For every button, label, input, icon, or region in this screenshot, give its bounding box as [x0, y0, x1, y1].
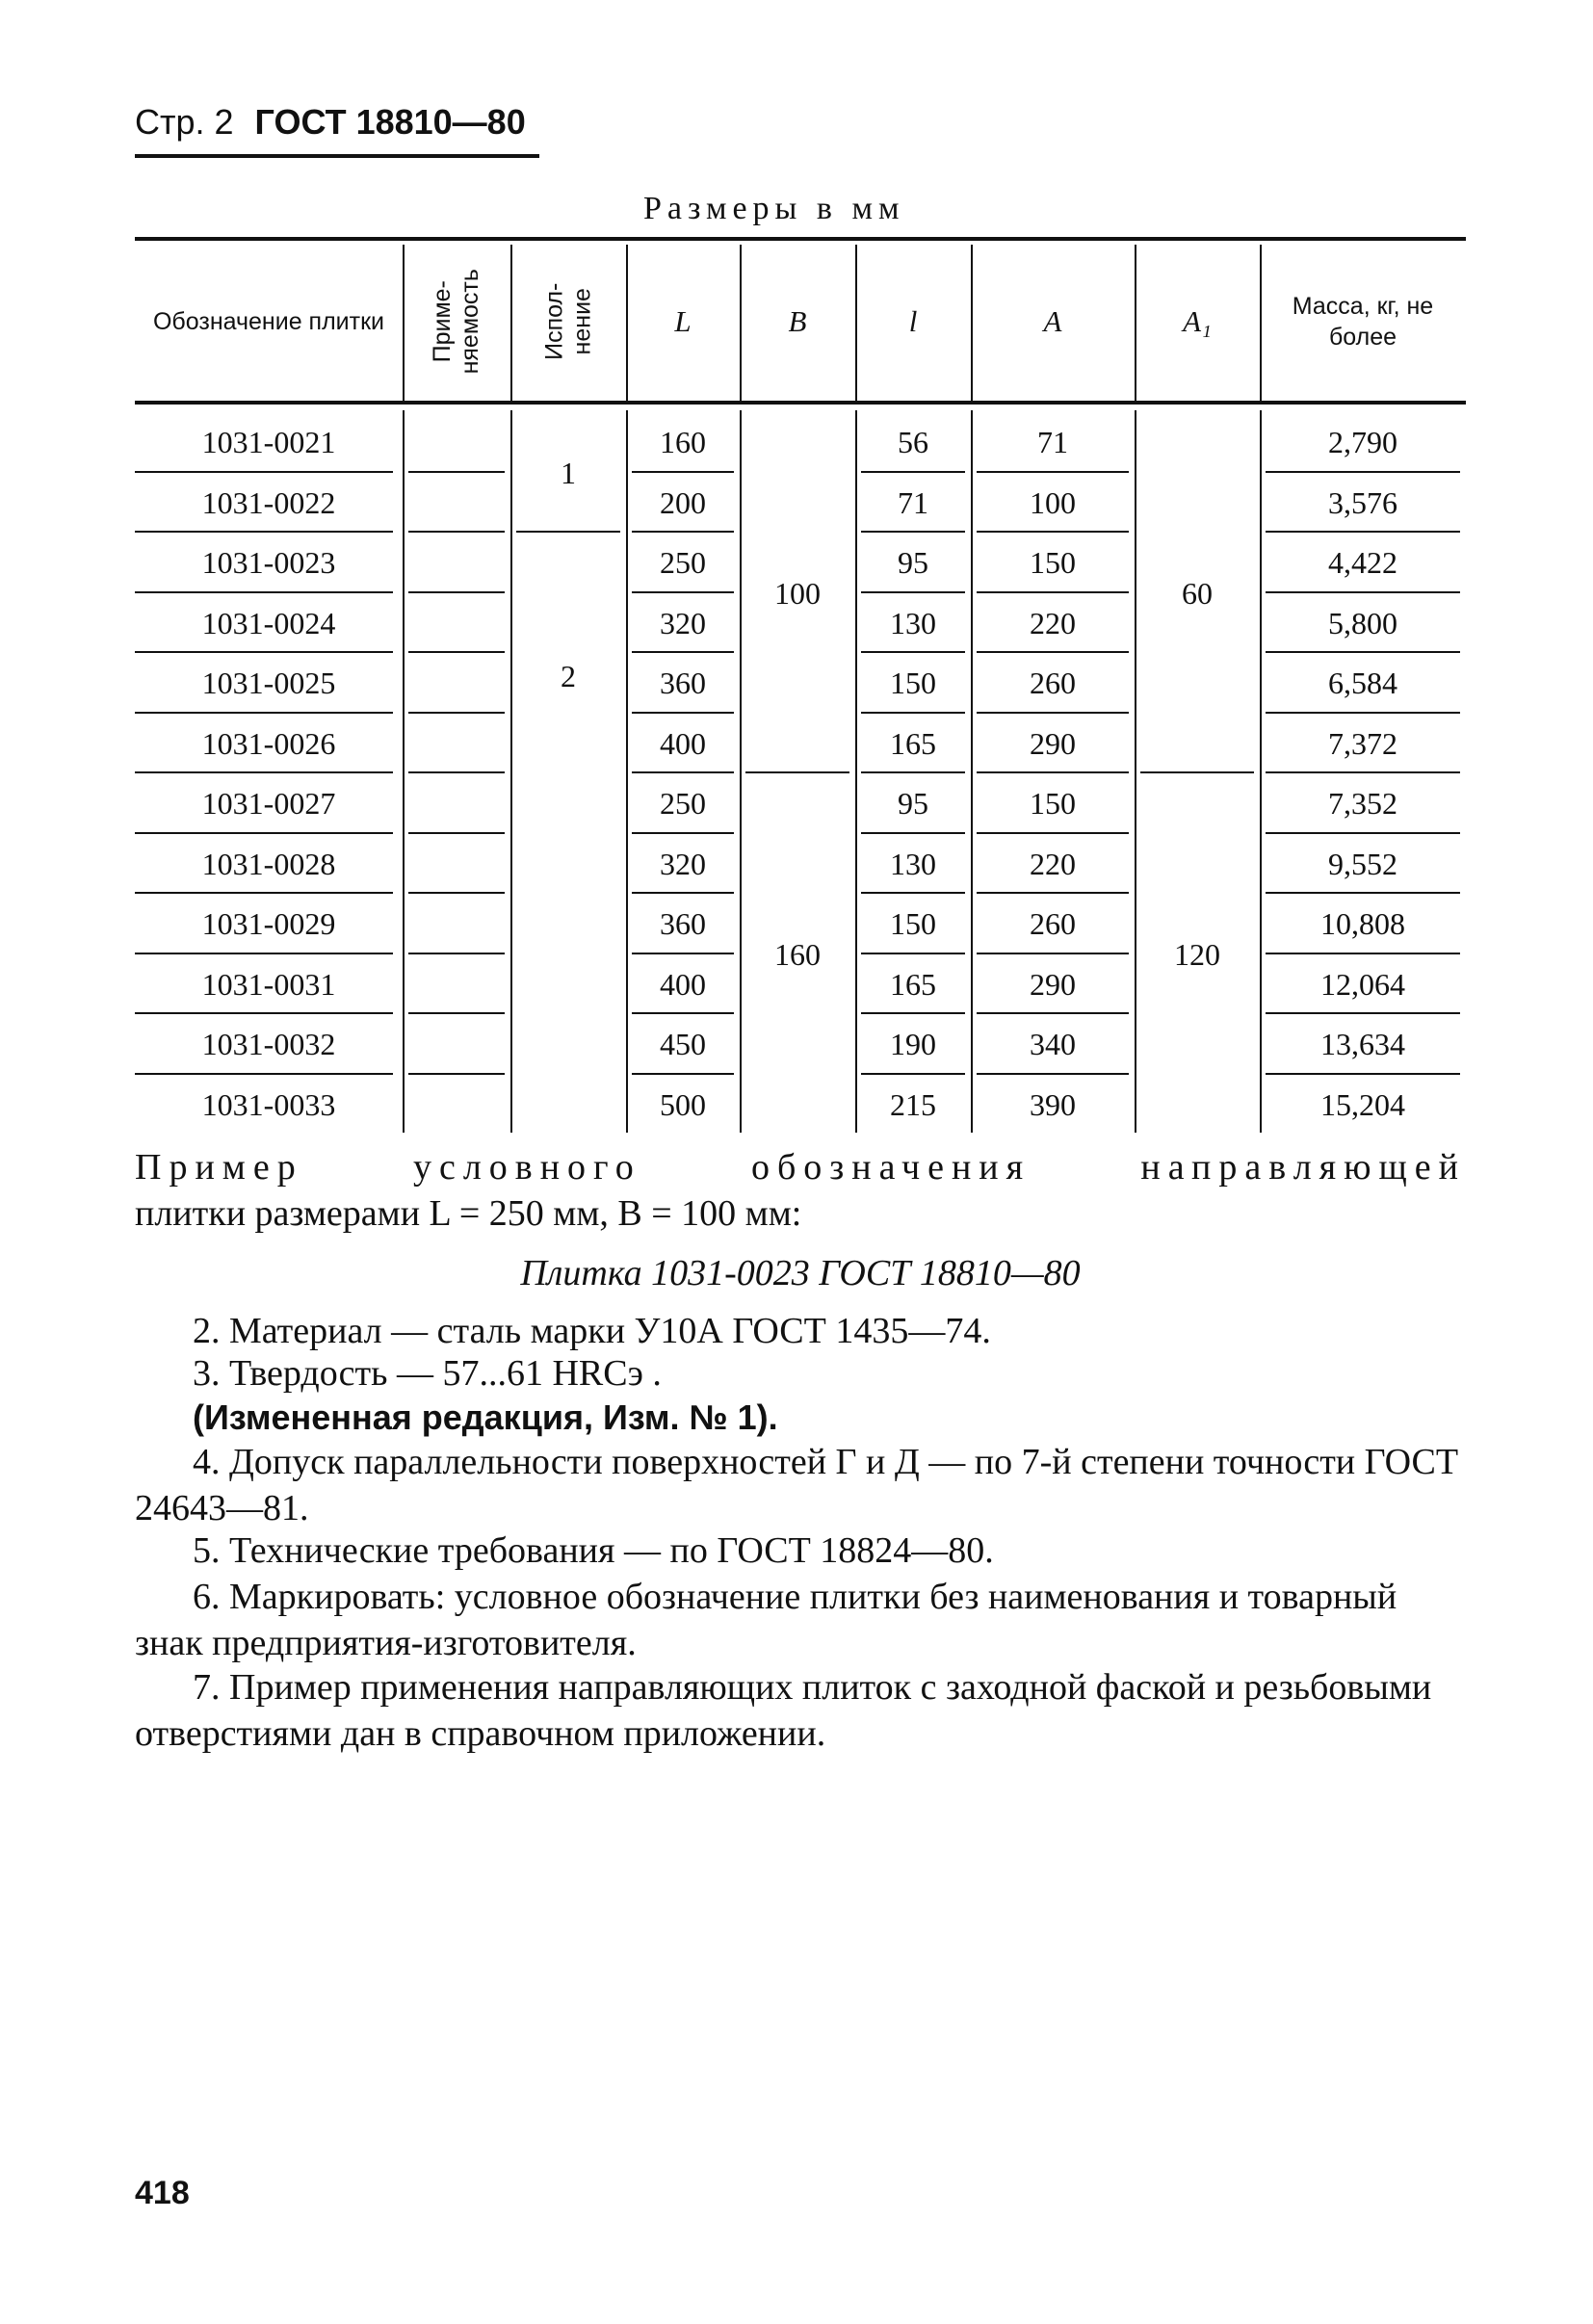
row-underline: [1266, 892, 1460, 894]
row-underline: [977, 892, 1129, 894]
row-underline: [135, 892, 393, 894]
cell-A: 220: [1030, 846, 1076, 881]
row-underline: [135, 591, 393, 593]
cell-L: 400: [660, 725, 706, 761]
cell-L: 360: [660, 666, 706, 701]
cell-designation: 1031-0031: [201, 966, 336, 1002]
amendment-note: (Измененная редакция, Изм. № 1).: [193, 1397, 778, 1437]
body-column-divider: [855, 410, 857, 1133]
row-underline: [1266, 471, 1460, 473]
cell-L: 450: [660, 1027, 706, 1062]
body-column-divider: [740, 410, 742, 1133]
cell-l: 56: [898, 425, 928, 460]
row-underline: [408, 892, 505, 894]
item-6: 6. Маркировать: условное обозначение плитки без наименования и товарный знак предприятия-изготовителя.: [135, 1577, 1397, 1663]
cell-A: 290: [1030, 966, 1076, 1002]
cell-mass: 10,808: [1320, 906, 1405, 942]
item-4: 4. Допуск параллельности поверхностей Г и Д — по 7-й степени точности ГОСТ 24643—81.: [135, 1442, 1459, 1528]
cell-designation: 1031-0021: [201, 425, 336, 460]
header-column-divider: [510, 245, 512, 401]
header-column-divider: [971, 245, 973, 401]
row-underline: [632, 651, 734, 653]
cell-mass: 12,064: [1320, 966, 1405, 1002]
cell-version-group: 1: [561, 455, 576, 490]
cell-designation: 1031-0032: [201, 1027, 336, 1062]
dimensions-table: [135, 237, 1466, 1133]
header-column-divider: [740, 245, 742, 401]
cell-L: 360: [660, 906, 706, 942]
item-2: 2. Материал — сталь марки У10А ГОСТ 1435—74.: [193, 1311, 991, 1351]
col-header-applicability-text: Приме- няемость: [429, 269, 484, 375]
cell-L: 400: [660, 966, 706, 1002]
cell-l: 190: [890, 1027, 936, 1062]
cell-A: 390: [1030, 1086, 1076, 1122]
cell-A: 290: [1030, 725, 1076, 761]
example-intro-line1: Пример условного обозначения направляющей: [135, 1147, 1466, 1188]
row-underline: [632, 471, 734, 473]
row-underline: [977, 471, 1129, 473]
row-underline: [1266, 832, 1460, 834]
row-underline: [632, 892, 734, 894]
cell-A: 71: [1037, 425, 1068, 460]
body-column-divider: [1135, 410, 1136, 1133]
standard-number: ГОСТ 18810—80: [254, 102, 526, 142]
row-underline: [861, 531, 965, 533]
cell-designation: 1031-0022: [201, 484, 336, 520]
row-underline: [861, 953, 965, 954]
cell-designation: 1031-0026: [201, 725, 336, 761]
row-underline: [135, 471, 393, 473]
cell-mass: 13,634: [1320, 1027, 1405, 1062]
cell-designation: 1031-0024: [201, 605, 336, 640]
cell-designation: 1031-0025: [201, 666, 336, 701]
row-underline: [1266, 591, 1460, 593]
header-rule: [135, 154, 539, 158]
row-underline: [408, 471, 505, 473]
row-underline: [408, 531, 505, 533]
row-underline: [977, 1012, 1129, 1014]
cell-B-group: 160: [774, 936, 821, 972]
col-header-mass: Масса, кг, не более: [1292, 292, 1434, 351]
A1-group-rule: [1140, 771, 1254, 773]
cell-l: 130: [890, 605, 936, 640]
body-column-divider: [626, 410, 628, 1133]
table-top-rule: [135, 237, 1466, 241]
col-header-version-text: Испол- нение: [540, 282, 595, 361]
cell-l: 71: [898, 484, 928, 520]
row-underline: [632, 531, 734, 533]
B-group-rule: [745, 771, 849, 773]
row-underline: [977, 953, 1129, 954]
units-caption: Размеры в мм: [643, 191, 905, 226]
row-underline: [977, 832, 1129, 834]
header-bottom-rule: [135, 401, 1466, 405]
row-underline: [632, 1073, 734, 1075]
cell-A1-group: 60: [1182, 575, 1213, 611]
row-underline: [1266, 1073, 1460, 1075]
col-header-version: [514, 247, 622, 397]
row-underline: [861, 832, 965, 834]
cell-A: 340: [1030, 1027, 1076, 1062]
row-underline: [977, 651, 1129, 653]
row-underline: [408, 771, 505, 773]
cell-B-group: 100: [774, 575, 821, 611]
item-7: 7. Пример применения направляющих плиток с заходной фаской и резьбовыми отверстиями дан в справочном приложении.: [135, 1667, 1432, 1754]
header-column-divider: [403, 245, 405, 401]
cell-l: 165: [890, 725, 936, 761]
cell-A: 150: [1030, 545, 1076, 581]
row-underline: [135, 531, 393, 533]
row-underline: [977, 1073, 1129, 1075]
page-label: Стр. 2: [135, 102, 234, 142]
row-underline: [135, 1073, 393, 1075]
col-header-A1: A₁: [1183, 303, 1212, 338]
header-column-divider: [1260, 245, 1262, 401]
example-designation: Плитка 1031-0023 ГОСТ 18810—80: [520, 1253, 1081, 1293]
cell-A: 220: [1030, 605, 1076, 640]
row-underline: [861, 651, 965, 653]
cell-l: 95: [898, 545, 928, 581]
row-underline: [1266, 771, 1460, 773]
row-underline: [408, 1012, 505, 1014]
body-column-divider: [1260, 410, 1262, 1133]
row-underline: [861, 712, 965, 714]
body-column-divider: [510, 410, 512, 1133]
row-underline: [632, 712, 734, 714]
header-column-divider: [855, 245, 857, 401]
cell-L: 500: [660, 1086, 706, 1122]
cell-A: 260: [1030, 906, 1076, 942]
body-column-divider: [403, 410, 405, 1133]
row-underline: [408, 953, 505, 954]
col-header-A: A: [1043, 303, 1062, 338]
row-underline: [977, 591, 1129, 593]
cell-A1-group: 120: [1174, 936, 1220, 972]
row-underline: [632, 771, 734, 773]
cell-L: 160: [660, 425, 706, 460]
row-underline: [1266, 953, 1460, 954]
row-underline: [135, 771, 393, 773]
row-underline: [1266, 531, 1460, 533]
row-underline: [861, 471, 965, 473]
row-underline: [408, 832, 505, 834]
cell-l: 130: [890, 846, 936, 881]
cell-designation: 1031-0023: [201, 545, 336, 581]
row-underline: [632, 591, 734, 593]
row-underline: [1266, 1012, 1460, 1014]
cell-l: 165: [890, 966, 936, 1002]
page-number: 418: [135, 2175, 190, 2211]
cell-mass: 6,584: [1328, 666, 1397, 701]
header-column-divider: [626, 245, 628, 401]
row-underline: [632, 953, 734, 954]
row-underline: [408, 1073, 505, 1075]
row-underline: [632, 1012, 734, 1014]
row-underline: [977, 712, 1129, 714]
cell-L: 320: [660, 605, 706, 640]
cell-mass: 2,790: [1328, 425, 1397, 460]
row-underline: [861, 1073, 965, 1075]
row-underline: [135, 712, 393, 714]
cell-L: 200: [660, 484, 706, 520]
col-header-l: l: [908, 303, 918, 338]
cell-mass: 7,352: [1328, 786, 1397, 822]
body-column-divider: [971, 410, 973, 1133]
row-underline: [135, 1012, 393, 1014]
running-header: [135, 102, 526, 143]
row-underline: [977, 531, 1129, 533]
cell-mass: 15,204: [1320, 1086, 1405, 1122]
cell-l: 150: [890, 906, 936, 942]
cell-A: 150: [1030, 786, 1076, 822]
row-underline: [408, 591, 505, 593]
row-underline: [861, 771, 965, 773]
row-underline: [1266, 651, 1460, 653]
row-underline: [135, 651, 393, 653]
row-underline: [135, 832, 393, 834]
cell-mass: 9,552: [1328, 846, 1397, 881]
row-underline: [861, 892, 965, 894]
cell-L: 320: [660, 846, 706, 881]
cell-designation: 1031-0028: [201, 846, 336, 881]
cell-mass: 3,576: [1328, 484, 1397, 520]
row-underline: [135, 953, 393, 954]
cell-mass: 5,800: [1328, 605, 1397, 640]
col-header-L: L: [674, 303, 692, 338]
col-header-designation: Обозначение плитки: [152, 307, 384, 335]
cell-A: 260: [1030, 666, 1076, 701]
row-underline: [632, 832, 734, 834]
cell-designation: 1031-0029: [201, 906, 336, 942]
version-group-rule: [516, 531, 620, 533]
cell-l: 95: [898, 786, 928, 822]
col-header-applicability: [406, 247, 507, 397]
row-underline: [861, 591, 965, 593]
row-underline: [408, 651, 505, 653]
row-underline: [977, 771, 1129, 773]
col-header-B: B: [788, 303, 807, 338]
cell-A: 100: [1030, 484, 1076, 520]
cell-designation: 1031-0027: [201, 786, 336, 822]
cell-l: 150: [890, 666, 936, 701]
item-3: 3. Твердость — 57...61 HRCэ .: [193, 1353, 662, 1394]
cell-l: 215: [890, 1086, 936, 1122]
cell-designation: 1031-0033: [201, 1086, 336, 1122]
row-underline: [408, 712, 505, 714]
cell-L: 250: [660, 786, 706, 822]
cell-mass: 4,422: [1328, 545, 1397, 581]
row-underline: [1266, 712, 1460, 714]
cell-mass: 7,372: [1328, 725, 1397, 761]
cell-version-group: 2: [561, 658, 576, 693]
item-5: 5. Технические требования — по ГОСТ 18824—80.: [193, 1530, 994, 1571]
cell-L: 250: [660, 545, 706, 581]
header-column-divider: [1135, 245, 1136, 401]
example-intro-line2: плитки размерами L = 250 мм, B = 100 мм:: [135, 1193, 802, 1234]
row-underline: [861, 1012, 965, 1014]
